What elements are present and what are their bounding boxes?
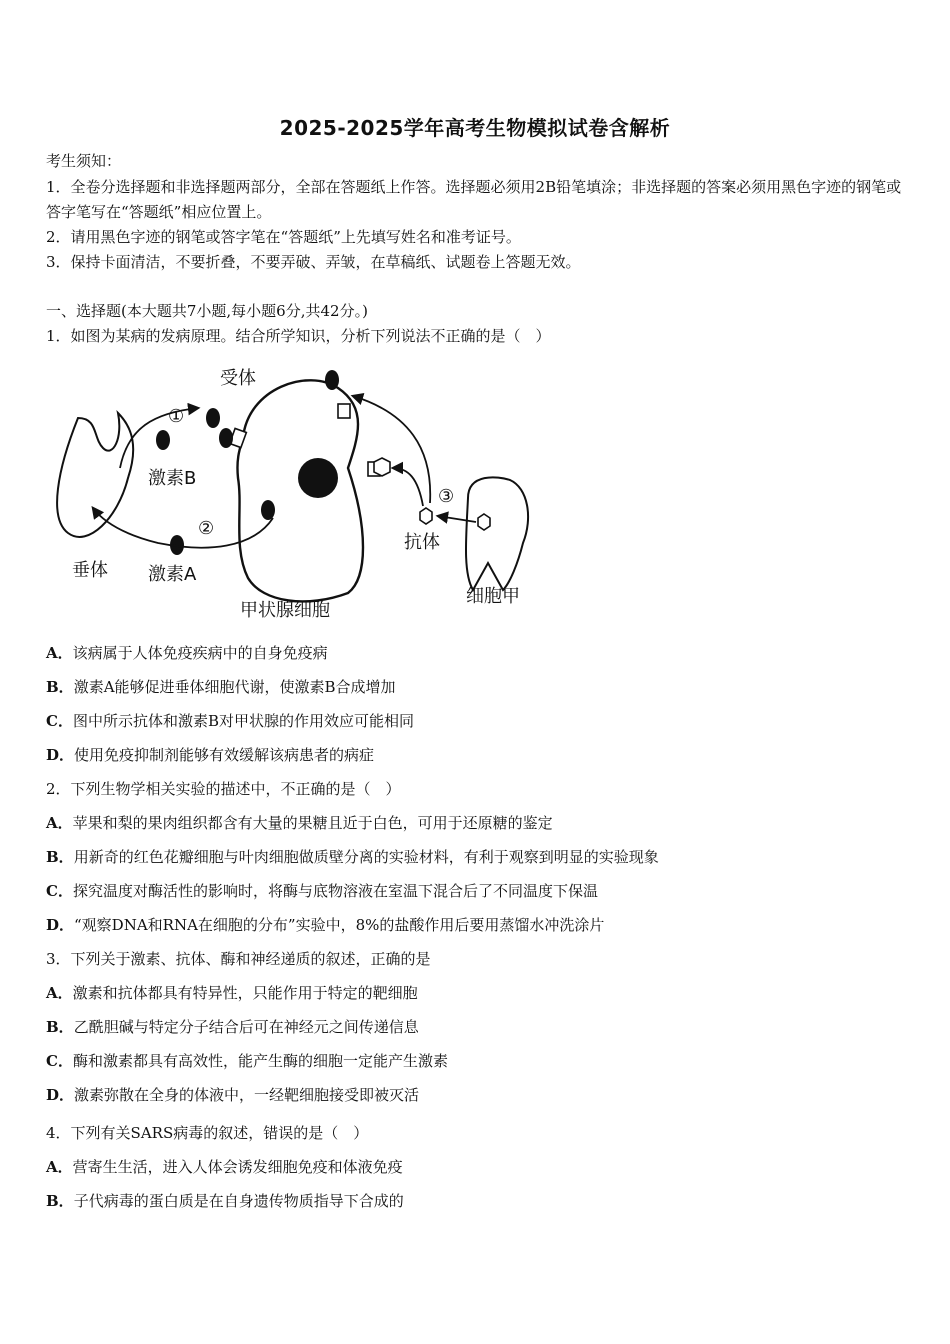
q1-option-a: A．该病属于人体免疫疾病中的自身免疫病 bbox=[46, 644, 328, 662]
q1-option-c: C．图中所示抗体和激素B对甲状腺的作用效应可能相同 bbox=[46, 712, 414, 730]
q1-option-d: D．使用免疫抑制剂能够有效缓解该病患者的病症 bbox=[46, 746, 375, 764]
hormone-a-dot bbox=[261, 500, 275, 520]
notice-heading: 考生须知： bbox=[46, 152, 122, 170]
arrow-3-mid bbox=[393, 468, 423, 506]
q3-option-a: A．激素和抗体都具有特异性，只能作用于特定的靶细胞 bbox=[46, 984, 418, 1002]
notice-item-1: 1．全卷分选择题和非选择题两部分，全部在答题纸上作答。选择题必须用2B铅笔填涂；非选择题的答案必须用黑色字迹的钢笔或答字笔写在“答题纸”相应位置上。 bbox=[46, 178, 902, 221]
hormone-b-dot bbox=[206, 408, 220, 428]
disease-mechanism-diagram bbox=[48, 358, 548, 630]
antibody-hex bbox=[374, 458, 390, 476]
question-2-stem: 2．下列生物学相关实验的描述中，不正确的是（ ） bbox=[46, 780, 401, 798]
label-step1: ① bbox=[168, 406, 185, 427]
hormone-b-dot bbox=[219, 428, 233, 448]
q1-option-b: B．激素A能够促进垂体细胞代谢，使激素B合成增加 bbox=[46, 678, 396, 696]
label-cell-jia: 细胞甲 bbox=[466, 586, 520, 607]
section-heading: 一、选择题(本大题共7小题,每小题6分,共42分。) bbox=[46, 302, 368, 320]
question-1-stem: 1．如图为某病的发病原理。结合所学知识，分析下列说法不正确的是（ ） bbox=[46, 327, 551, 345]
hormone-b-dot bbox=[156, 430, 170, 450]
question-4-stem: 4．下列有关SARS病毒的叙述，错误的是（ ） bbox=[46, 1124, 369, 1142]
label-step2: ② bbox=[198, 518, 215, 539]
arrow-jia bbox=[438, 516, 476, 522]
q3-option-c: C．酶和激素都具有高效性，能产生酶的细胞一定能产生激素 bbox=[46, 1052, 448, 1070]
cell-jia-shape bbox=[466, 477, 528, 590]
pituitary-shape bbox=[57, 413, 133, 537]
notice-item-3: 3．保持卡面清洁，不要折叠，不要弄破、弄皱，在草稿纸、试题卷上答题无效。 bbox=[46, 253, 581, 271]
q2-option-b: B．用新奇的红色花瓣细胞与叶肉细胞做质壁分离的实验材料，有利于观察到明显的实验现象 bbox=[46, 848, 659, 866]
label-thyroid-cell: 甲状腺细胞 bbox=[240, 600, 330, 621]
label-pituitary: 垂体 bbox=[72, 560, 108, 581]
q3-option-b: B．乙酰胆碱与特定分子结合后可在神经元之间传递信息 bbox=[46, 1018, 419, 1036]
label-step3: ③ bbox=[438, 486, 455, 507]
label-hormone-b: 激素B bbox=[148, 468, 197, 489]
q4-option-b: B．子代病毒的蛋白质是在自身遗传物质指导下合成的 bbox=[46, 1192, 404, 1210]
q4-option-a: A．营寄生生活，进入人体会诱发细胞免疫和体液免疫 bbox=[46, 1158, 403, 1176]
page-title: 2025-2025学年高考生物模拟试卷含解析 bbox=[279, 116, 671, 140]
hormone-b-dot bbox=[325, 370, 339, 390]
receptor-right-top bbox=[338, 404, 350, 418]
nucleus bbox=[298, 458, 338, 498]
q2-option-a: A．苹果和梨的果肉组织都含有大量的果糖且近于白色，可用于还原糖的鉴定 bbox=[46, 814, 553, 832]
label-hormone-a: 激素A bbox=[148, 564, 197, 585]
q3-option-d: D．激素弥散在全身的体液中，一经靶细胞接受即被灭活 bbox=[46, 1086, 420, 1104]
label-receptor: 受体 bbox=[220, 368, 256, 389]
antibody-hex bbox=[420, 508, 432, 524]
label-antibody: 抗体 bbox=[404, 532, 440, 553]
question-3-stem: 3．下列关于激素、抗体、酶和神经递质的叙述，正确的是 bbox=[46, 950, 431, 968]
notice-item-2: 2．请用黑色字迹的钢笔或答字笔在“答题纸”上先填写姓名和准考证号。 bbox=[46, 228, 521, 246]
q2-option-c: C．探究温度对酶活性的影响时，将酶与底物溶液在室温下混合后了不同温度下保温 bbox=[46, 882, 598, 900]
q2-option-d: D．“观察DNA和RNA在细胞的分布”实验中，8%的盐酸作用后要用蒸馏水冲洗涂片 bbox=[46, 916, 605, 934]
antibody-hex bbox=[478, 514, 490, 530]
